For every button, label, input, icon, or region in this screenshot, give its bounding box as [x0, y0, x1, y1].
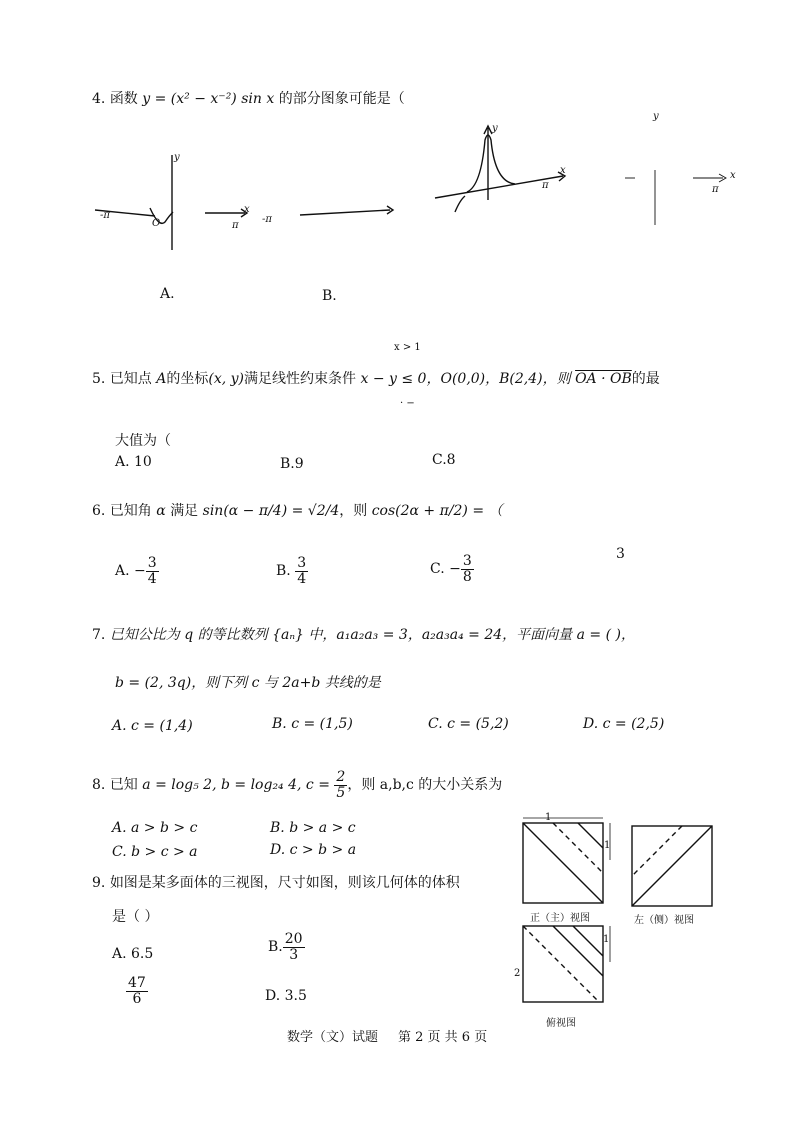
q6-alpha: α — [156, 503, 166, 519]
q7-number: 7. — [92, 627, 106, 643]
q6-stem-pre: 已知角 — [109, 503, 152, 519]
q5-option-b: B.9 — [280, 456, 304, 472]
q4-graph-c — [425, 120, 575, 235]
q4-graph-c-tail — [455, 196, 465, 212]
q8-c-den: 5 — [336, 784, 346, 801]
q9-option-b-num: 20 — [284, 931, 303, 947]
q9-top-dim-side: 1 — [603, 934, 610, 945]
q8-option-b: B. b > a > c — [270, 820, 356, 836]
q9-option-c — [126, 976, 148, 1006]
q6-option-b-den: 4 — [297, 570, 307, 587]
q5-vector-product: OA · OB — [575, 371, 632, 387]
q9-option-b-frac — [283, 932, 305, 962]
q6-stem-post: ，则 — [339, 503, 368, 519]
q5-constraint-mid: x − y ≤ 0 — [360, 371, 427, 387]
q6-option-a-frac — [146, 556, 159, 586]
q7-option-d: D. c = (2,5) — [583, 716, 665, 732]
q9-side-view-hidden-line — [632, 826, 682, 876]
q6-option-a-label: A. — [115, 563, 130, 580]
q4-stem-post: 的部分图象可能是（ — [278, 91, 405, 107]
q9-front-view-diagonal — [523, 823, 603, 903]
q9-line1 — [92, 872, 460, 892]
q6-option-a-sign: − — [134, 563, 146, 580]
q8-option-d: D. c > b > a — [270, 842, 357, 858]
q4-graph-a-x-label: x — [244, 204, 250, 215]
q6-option-c-num: 3 — [462, 553, 472, 569]
q4-graph-d-pi: π — [712, 184, 719, 195]
q9-top-view-label: 俯视图 — [546, 1018, 576, 1029]
q5-option-c: C.8 — [432, 452, 456, 468]
q6-option-c — [430, 554, 474, 584]
q8-c-frac — [334, 770, 347, 800]
q9-option-d: D. 3.5 — [265, 988, 307, 1004]
q8-c-num: 2 — [336, 769, 346, 785]
q6-option-c-frac — [461, 554, 474, 584]
q4-graph-a-y-label: y — [174, 152, 180, 163]
footer-subject: 数学（文）试题 — [287, 1030, 379, 1045]
q5-stem-pre: 已知点 — [109, 371, 152, 387]
q6-option-b-label: B. — [276, 563, 291, 580]
q9-top-dim-left: 2 — [514, 968, 521, 979]
q9-number: 9. — [92, 875, 106, 891]
q5-option-a: A. 10 — [115, 454, 152, 470]
q6-option-a — [115, 556, 159, 586]
q6-target: cos(2α + π/2) = （ — [371, 503, 503, 519]
q4-graph-d-x-label: x — [730, 170, 736, 181]
q6-option-a-num: 3 — [147, 555, 157, 571]
q9-front-dim-top: 1 — [545, 812, 552, 823]
q4-graph-a-neg-pi: -π — [100, 210, 110, 221]
footer-page: 第 2 页 共 6 页 — [398, 1030, 488, 1045]
q6-stem-mid: 满足 — [170, 503, 199, 519]
q4-graph-b-neg-pi: -π — [262, 214, 272, 225]
q4-graph-ab — [95, 150, 415, 250]
q6-stem — [92, 500, 503, 520]
q9-option-c-frac — [126, 976, 148, 1006]
q6-number: 6. — [92, 503, 106, 519]
q7-option-a: A. c = (1,4) — [112, 718, 193, 734]
q9-option-b-label: B. — [268, 939, 283, 956]
q7-line1 — [92, 624, 635, 644]
q4-graph-c-x-label: x — [560, 165, 566, 176]
q7-option-c: C. c = (5,2) — [428, 716, 509, 732]
q9-top-view-hidden-line — [523, 926, 599, 1002]
q5-coord: (x, y) — [208, 371, 245, 387]
q9-front-view-edge — [578, 823, 603, 848]
q8-stem-post: ，则 a,b,c 的大小关系为 — [347, 777, 503, 794]
q5-point: A — [156, 371, 167, 387]
q5-stem-mid1: 的坐标 — [166, 371, 209, 387]
q9-side-view-diagonal — [632, 826, 712, 906]
q9-top-view-edge2 — [573, 926, 603, 956]
q9-front-view-hidden-line — [553, 823, 603, 873]
q6-option-c-sign: − — [449, 561, 461, 578]
q4-graph-a-origin: O — [152, 218, 161, 229]
q5-stem-end: 的最 — [631, 371, 660, 387]
q5-stem — [92, 368, 660, 388]
q4-formula: y = (x² − x⁻²) sin x — [142, 91, 275, 107]
q8-option-a: A. a > b > c — [112, 820, 198, 836]
q4-number: 4. — [92, 91, 106, 107]
q6-option-a-den: 4 — [147, 570, 157, 587]
q4-option-a: A. — [160, 286, 175, 302]
q7-option-b: B. c = (1,5) — [272, 716, 353, 732]
q5-points: ，O(0,0)，B(2,4)，则 — [426, 371, 571, 387]
q9-option-c-num: 47 — [128, 975, 146, 991]
q9-side-view — [628, 818, 718, 908]
q4-stem — [92, 88, 405, 108]
q6-option-c-den: 8 — [462, 568, 472, 585]
q9-front-view-label: 正（主）视图 — [530, 913, 590, 924]
q5-stem-mid2: 满足线性约束条件 — [244, 371, 357, 387]
q9-side-view-label: 左（侧）视图 — [634, 915, 694, 926]
q7-line1-text: 已知公比为 q 的等比数列 {aₙ} 中，a₁a₂a₃ = 3，a₂a₃a₄ = 24，平面向量 a = ( )， — [109, 627, 635, 643]
q9-option-c-den: 6 — [132, 990, 142, 1007]
q5-constraint-bottom: · − — [400, 398, 415, 409]
q8-stem — [92, 770, 502, 800]
q6-option-d-num: 3 — [616, 546, 625, 562]
q6-option-b — [276, 556, 308, 586]
q6-option-b-frac — [295, 556, 308, 586]
q9-line1-text: 如图是某多面体的三视图，尺寸如图，则该几何体的体积 — [109, 875, 460, 891]
q8-number: 8. — [92, 777, 106, 794]
q6-option-b-num: 3 — [297, 555, 307, 571]
q6-given: sin(α − π/4) = √2/4 — [202, 503, 340, 519]
q4-graph-c-curve — [467, 135, 515, 192]
q7-line2: b = (2, 3q)，则下列 c 与 2a+b 共线的是 — [115, 675, 381, 691]
q4-graph-d-y-label: y — [653, 111, 659, 122]
q9-option-a: A. 6.5 — [112, 946, 154, 962]
q4-stem-pre: 函数 — [109, 91, 138, 107]
q4-option-b: B. — [322, 288, 337, 304]
q9-front-view — [518, 815, 618, 915]
q5-number: 5. — [92, 371, 106, 387]
q9-line2: 是（ ） — [112, 909, 159, 925]
q4-graph-c-y-label: y — [492, 123, 498, 134]
q9-option-b-den: 3 — [289, 946, 299, 963]
q6-option-c-label: C. — [430, 561, 445, 578]
q8-stem-pre: 已知 — [109, 777, 138, 794]
q8-given: a = log₅ 2, b = log₂₄ 4, c = — [142, 777, 330, 794]
q9-top-view-edge1 — [553, 926, 603, 976]
q4-graph-c-pi: π — [542, 180, 549, 191]
q5-line2: 大值为（ — [115, 433, 171, 449]
q4-graph-a-pi: π — [232, 220, 239, 231]
q8-option-c: C. b > c > a — [112, 844, 198, 860]
q9-option-b — [268, 932, 305, 962]
q9-front-dim-side: 1 — [604, 840, 611, 851]
q4-graph-d — [585, 110, 745, 270]
q5-constraint-top: x > 1 — [394, 342, 421, 353]
q4-graph-b-curve — [300, 210, 390, 215]
